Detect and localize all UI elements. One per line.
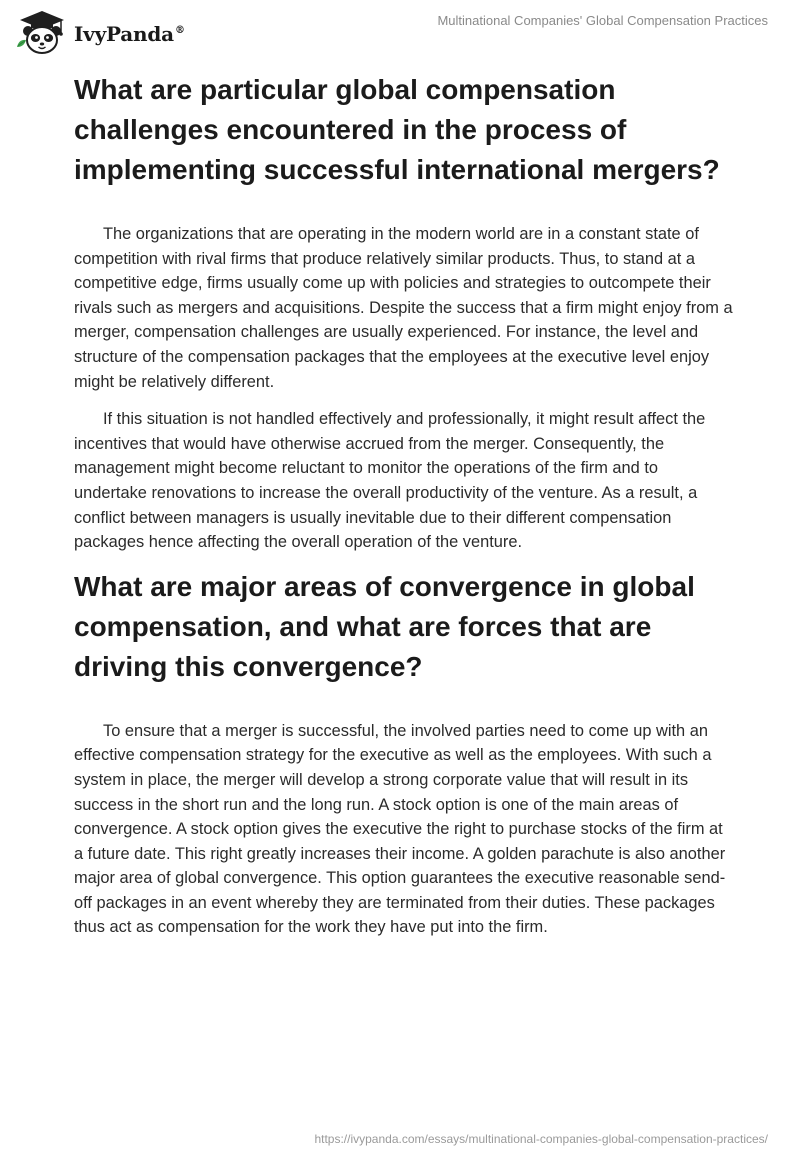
brand-logo[interactable]	[14, 9, 185, 55]
document-title: Multinational Companies' Global Compensation Practices	[437, 13, 768, 28]
panda-graduate-icon	[14, 9, 70, 55]
article-body	[74, 70, 734, 940]
source-url[interactable]: https://ivypanda.com/essays/multinational-companies-global-compensation-practices/	[314, 1132, 768, 1146]
registered-mark: ®	[174, 25, 185, 37]
section-heading-challenges: What are particular global compensation challenges encountered in the process of implementing successful international mergers?	[74, 74, 720, 185]
section-heading-convergence: What are major areas of convergence in global compensation, and what are forces that are driving this convergence?	[74, 570, 695, 682]
paragraph: To ensure that a merger is successful, the involved parties need to come up with an effective compensation strategy for the executive as well as the employees. With such a system in place, the merger will develop a strong corporate value that will result in its success in the short run and the long run. A stock option is one of the main areas of convergence. A stock option gives the executive the right to purchase stocks of the firm at a future date. This right greatly increases their income. A golden parachute is also another major area of global convergence. This option guarantees the executive reasonable send-off packages in an event whereby they are terminated from their duties. These packages thus act as compensation for the work they have put into the firm.	[74, 721, 726, 937]
paragraph: The organizations that are operating in the modern world are in a constant state of competition with rival firms that produce relatively similar products. Thus, to stand at a competitive edge, firms usually come up with policies and strategies to outcompete their rivals such as mergers and acquisitions. Despite the success that a firm might enjoy from a merger, compensation challenges are usually experienced. For instance, the level and structure of the compensation packages that the employees at the executive level enjoy might be relatively different.	[74, 225, 733, 391]
page-header	[0, 0, 800, 60]
paragraph: If this situation is not handled effectively and professionally, it might result affect the incentives that would have otherwise accrued from the merger. Consequently, the management might become reluctant to monitor the operations of the firm and to undertake renovations to increase the overall productivity of the venture. As a result, a conflict between managers is usually inevitable due to their different compensation packages hence affecting the overall operation of the venture.	[74, 410, 706, 552]
brand-name: IvyPanda®	[74, 22, 185, 46]
